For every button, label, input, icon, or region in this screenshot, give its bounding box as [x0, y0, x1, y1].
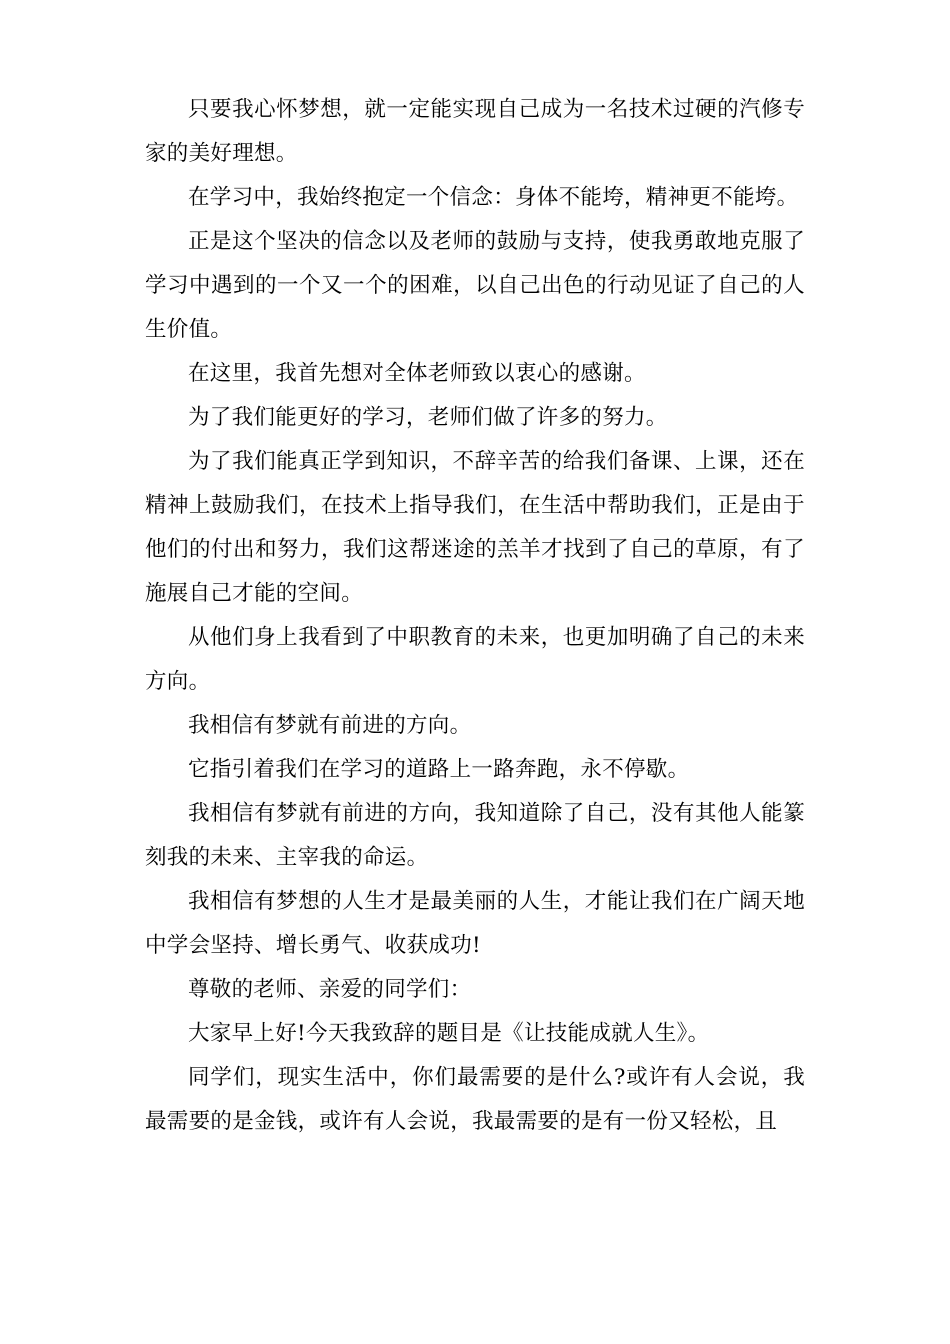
- paragraph-4: 在这里，我首先想对全体老师致以衷心的感谢。: [188, 361, 646, 386]
- paragraph-2: 在学习中，我始终抱定一个信念：身体不能垮，精神更不能垮。: [188, 185, 799, 210]
- paragraph-1: 只要我心怀梦想，就一定能实现自己成为一名技术过硬的汽修专家的美好理想。: [145, 97, 805, 166]
- paragraph-12: 尊敬的老师、亲爱的同学们：: [188, 977, 472, 1002]
- paragraph-6: 为了我们能真正学到知识，不辞辛苦的给我们备课、上课，还在精神上鼓励我们，在技术上指导我们，在生活中帮助我们，正是由于他们的付出和努力，我们这帮迷途的羔羊才找到了自己的草原，有了施展自己才能的空间。: [145, 449, 805, 606]
- document-body: [145, 88, 805, 1144]
- paragraph-10: 我相信有梦就有前进的方向，我知道除了自己，没有其他人能篆刻我的未来、主宰我的命运。: [145, 801, 805, 870]
- paragraph-5: 为了我们能更好的学习，老师们做了许多的努力。: [188, 405, 668, 430]
- paragraph-8: 我相信有梦就有前进的方向。: [188, 713, 472, 738]
- paragraph-7: 从他们身上我看到了中职教育的未来，也更加明确了自己的未来方向。: [145, 625, 805, 694]
- paragraph-13: 大家早上好!今天我致辞的题目是《让技能成就人生》。: [188, 1021, 710, 1046]
- paragraph-9: 它指引着我们在学习的道路上一路奔跑，永不停歇。: [188, 757, 690, 782]
- paragraph-14: 同学们，现实生活中，你们最需要的是什么?或许有人会说，我最需要的是金钱，或许有人会说，我最需要的是有一份又轻松，且: [145, 1065, 805, 1134]
- paragraph-3: 正是这个坚决的信念以及老师的鼓励与支持，使我勇敢地克服了学习中遇到的一个又一个的困难，以自己出色的行动见证了自己的人生价值。: [145, 229, 805, 342]
- paragraph-11: 我相信有梦想的人生才是最美丽的人生，才能让我们在广阔天地中学会坚持、增长勇气、收获成功!: [145, 889, 805, 958]
